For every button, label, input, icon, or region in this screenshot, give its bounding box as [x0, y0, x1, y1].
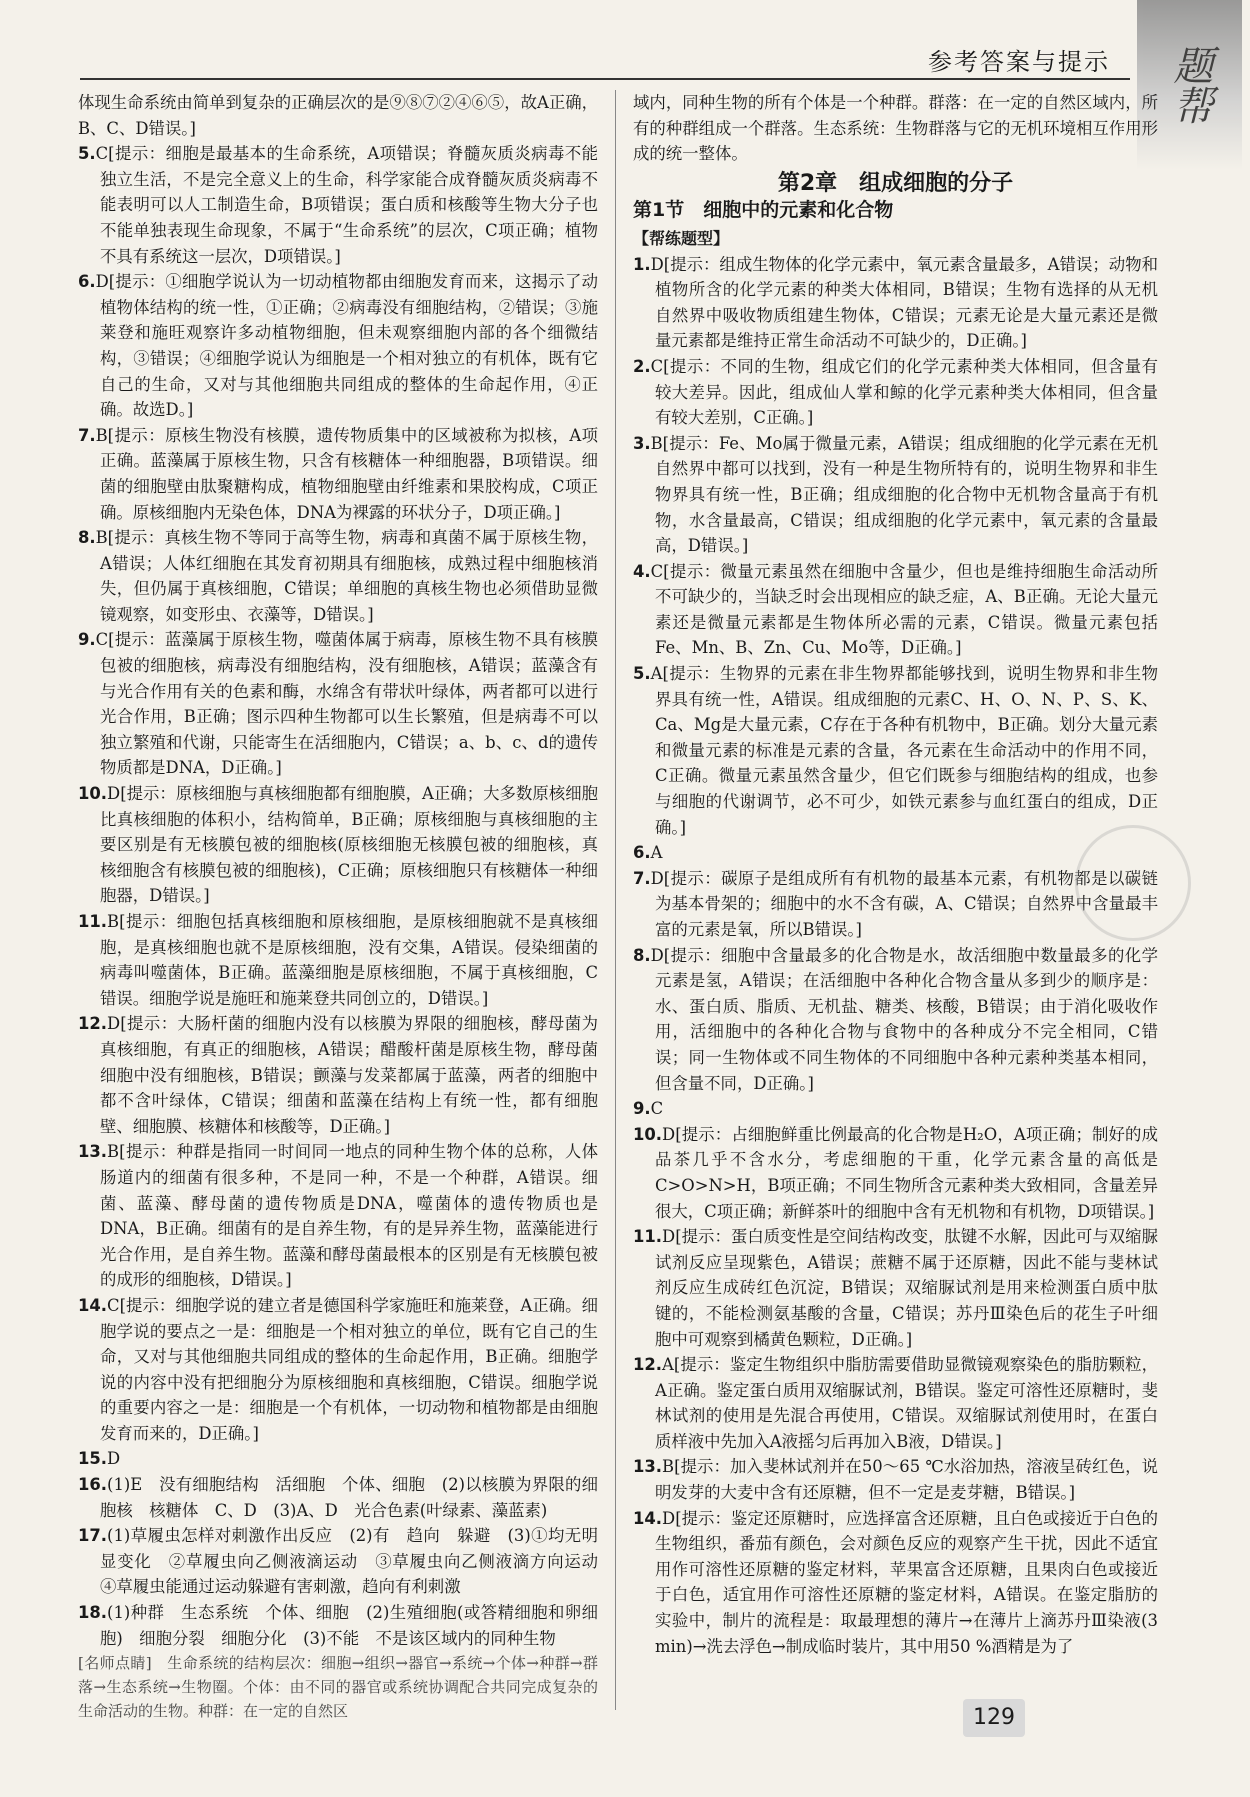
- answer-number: 6.: [78, 272, 96, 292]
- answer-item: [78, 141, 598, 269]
- answer-text: B[提示：真核生物不等同于高等生物，病毒和真菌不属于原核生物，A错误；人体红细胞在其发育初期具有细胞核，成熟过程中细胞核消失，但仍属于真核细胞，C错误；单细胞的真核生物也必须借助显微镜观察，如变形虫、衣藻等，D错误。]: [95, 528, 598, 624]
- answer-item: [78, 909, 598, 1011]
- answer-text: A[提示：鉴定生物组织中脂肪需要借助显微镜观察染色的脂肪颗粒，A正确。鉴定蛋白质用双缩脲试剂，B错误。鉴定可溶性还原糖时，斐林试剂的使用是先混合再使用，C错误。双缩脲试剂使用时，在蛋白质样液中先加入A液摇匀后再加入B液，D错误。]: [655, 1355, 1158, 1451]
- chapter-title: 第2章 组成细胞的分子: [777, 170, 1014, 196]
- answer-item: [78, 1523, 615, 1600]
- answer-number: 14.: [633, 1508, 663, 1528]
- answer-item: [633, 354, 1158, 431]
- answer-item: [78, 1446, 598, 1472]
- answer-number: 8.: [78, 528, 96, 548]
- answer-text: D[提示：蛋白质变性是空间结构改变，肽键不水解，因此可与双缩脲试剂反应呈现紫色，A错误；蔗糖不属于还原糖，因此不能与斐林试剂反应生成砖红色沉淀，B错误；双缩脲试剂是用来检测蛋白质中肽键的，不能检测氨基酸的含量，C错误；苏丹Ⅲ染色后的花生子叶细胞中可观察到橘黄色颗粒，D正确。]: [655, 1227, 1158, 1349]
- answer-text: C: [650, 1099, 664, 1119]
- answer-number: 7.: [78, 425, 96, 445]
- answer-number: 18.: [78, 1603, 108, 1623]
- answer-item: [633, 1506, 1158, 1660]
- answer-item: [78, 1139, 598, 1293]
- answer-number: 5.: [633, 664, 651, 684]
- tip-note: [名师点睛] 生命系统的结构层次：细胞→组织→器官→系统→个体→种群→群落→生态系统→生物圈。个体：由不同的器官或系统协调配合共同完成复杂的生命活动的生物。种群：在一定的自然区: [78, 1654, 598, 1721]
- answer-item: [633, 1454, 1158, 1505]
- answer-text: D[提示：大肠杆菌的细胞内没有以核膜为界限的细胞核，酵母菌为真核细胞，有真正的细胞核，A错误；醋酸杆菌是原核生物，酵母菌细胞中没有细胞核，B错误；颤藻与发菜都属于蓝藻，两者的细胞中都不含叶绿体，C错误；细菌和蓝藻在结构上有统一性，都有细胞壁、细胞膜、核糖体和核酸等，D正确。]: [100, 1014, 598, 1136]
- answer-number: 13.: [78, 1142, 108, 1162]
- answer-number: 7.: [633, 868, 651, 888]
- column-divider: [615, 90, 616, 1710]
- answer-text: B[提示：Fe、Mo属于微量元素，A错误；组成细胞的化学元素在无机自然界中都可以找到，没有一种是生物所特有的，说明生物界和非生物界具有统一性，B正确；组成细胞的化合物中无机物含量高于有机物，水含量最高，C错误；组成细胞的化学元素中，氧元素的含量最高，D错误。]: [650, 433, 1158, 556]
- answer-item: [633, 1122, 1158, 1224]
- answer-text: B[提示：种群是指同一时间同一地点的同种生物个体的总称，人体肠道内的细菌有很多种，不是同一种，不是一个种群，A错误。细菌、蓝藻、酵母菌的遗传物质是DNA，噬菌体的遗传物质也是DNA，B正确。细菌有的是自养生物，有的是异养生物，蓝藻能进行光合作用，是自养生物。蓝藻和酵母菌最根本的区别是有无核膜包被的成形的细胞核，D错误。]: [100, 1142, 598, 1290]
- answer-text: B[提示：原核生物没有核膜，遗传物质集中的区域被称为拟核，A项正确。蓝藻属于原核生物，只含有核糖体一种细胞器，B项错误。细菌的细胞壁由肽聚糖构成，植物细胞壁由纤维素和果胶构成，C项正确。原核细胞内无染色体，DNA为裸露的环状分子，D项正确。]: [95, 425, 598, 522]
- section-title: 第1节 细胞中的元素和化合物: [633, 199, 894, 222]
- answer-text: B[提示：加入斐林试剂并在50～65 ℃水浴加热，溶液呈砖红色，说明发芽的大麦中含有还原糖，但不一定是麦芽糖，B错误。]: [655, 1457, 1158, 1503]
- answer-text: (1)草履虫怎样对刺激作出反应 (2)有 趋向 躲避 (3)①均无明显变化 ②草履虫向乙侧液滴运动 ③草履虫向乙侧液滴方向运动 ④草履虫能通过运动躲避有害刺激，趋向有利刺激: [100, 1526, 615, 1597]
- answer-number: 13.: [633, 1457, 663, 1477]
- answer-item: [633, 1096, 1158, 1122]
- answer-text: D[提示：①细胞学说认为一切动植物都由细胞发育而来，这揭示了动植物体结构的统一性，①正确；②病毒没有细胞结构，②错误；③施莱登和施旺观察许多动植物细胞，但未观察细胞内部的各个细微结构，③错误；④细胞学说认为细胞是一个相对独立的有机体，既有它自己的生命，又对与其他细胞共同组成的整体的生命起作用，④正确。故选D。]: [95, 272, 598, 420]
- answer-number: 12.: [633, 1355, 663, 1375]
- answer-item: [78, 423, 598, 525]
- answer-number: 9.: [78, 630, 96, 650]
- answer-number: 1.: [633, 254, 651, 274]
- answer-text: C[提示：不同的生物，组成它们的化学元素种类大体相同，但含量有较大差异。因此，组成仙人掌和鲸的化学元素种类大体相同，但含量有较大差别，C正确。]: [650, 356, 1158, 428]
- answer-item: [633, 252, 1158, 354]
- answer-number: 16.: [78, 1475, 108, 1495]
- answer-number: 10.: [78, 784, 108, 804]
- practice-tag: 【帮练题型】: [633, 228, 730, 248]
- page-header: [0, 30, 1250, 75]
- answer-text: D[提示：鉴定还原糖时，应选择富含还原糖，且白色或接近于白色的生物组织，番茄有颜色，会对颜色反应的观察产生干扰，因此不适宜用作可溶性还原糖的鉴定材料，苹果富含还原糖，且果肉白色或接近于白色，适宜用作可溶性还原糖的鉴定材料，A错误。在鉴定脂肪的实验中，制片的流程是：取最理想的薄片→在薄片上滴苏丹Ⅲ染液(3 min)→洗去浮色→制成临时装片，其中用50 %酒精是为了: [655, 1508, 1158, 1656]
- answer-number: 2.: [633, 356, 651, 376]
- answer-item: [633, 943, 1158, 1097]
- answer-item: [78, 1472, 598, 1523]
- answer-number: 8.: [633, 945, 651, 965]
- answer-item: [633, 559, 1158, 661]
- answer-text: D[提示：细胞中含量最多的化合物是水，故活细胞中数量最多的化学元素是氢，A错误；在活细胞中各种化合物含量从多到少的顺序是：水、蛋白质、脂质、无机盐、糖类、核酸，B错误；由于消化吸收作用，活细胞中的各种化合物与食物中的各种成分不完全相同，C错误；同一生物体或不同生物体的不同细胞中各种元素种类基本相同，但含量不同，D正确。]: [650, 945, 1158, 1093]
- answer-item: [78, 269, 598, 423]
- answer-item: [78, 627, 598, 781]
- continued-text: 体现生命系统由简单到复杂的正确层次的是⑨⑧⑦②④⑥⑤，故A正确，B、C、D错误。]: [78, 93, 598, 138]
- answer-number: 11.: [633, 1227, 663, 1247]
- answer-number: 17.: [78, 1526, 108, 1546]
- answer-number: 14.: [78, 1295, 108, 1315]
- answer-text: D: [107, 1449, 121, 1469]
- header-title: 参考答案与提示: [928, 48, 1110, 76]
- answer-number: 15.: [78, 1449, 108, 1469]
- answer-number: 12.: [78, 1014, 108, 1034]
- answer-text: A[提示：生物界的元素在非生物界都能够找到，说明生物界和非生物界具有统一性，A错误。组成细胞的元素C、H、O、N、P、S、K、Ca、Mg是大量元素，C存在于各种有机物中，B正确。划分大量元素和微量元素的标准是元素的含量，各元素在生命活动中的作用不同，C正确。微量元素虽然含量少，但它们既参与细胞结构的组成，也参与细胞的代谢调节，必不可少，如铁元素参与血红蛋白的组成，D正确。]: [650, 664, 1158, 837]
- answer-number: 3.: [633, 433, 651, 453]
- answer-text: D[提示：组成生物体的化学元素中，氧元素含量最多，A错误；动物和植物所含的化学元素的种类大体相同，B错误；生物有选择的从无机自然界中吸收物质组建生物体，C错误；元素无论是大量元素还是微量元素都是维持正常生命活动不可缺少的，D正确。]: [650, 254, 1158, 351]
- answer-item: [78, 1293, 598, 1447]
- answer-number: 6.: [633, 843, 651, 863]
- answer-item: [78, 1011, 598, 1139]
- answer-text: C[提示：蓝藻属于原核生物，噬菌体属于病毒，原核生物不具有核膜包被的细胞核，病毒没有细胞结构，没有细胞核，A错误；蓝藻含有与光合作用有关的色素和酶，水绵含有带状叶绿体，两者都可以进行光合作用，B正确；图示四种生物都可以生长繁殖，但是病毒不可以独立繁殖和代谢，只能寄生在活细胞内，C错误；a、b、c、d的遗传物质都是DNA，D正确。]: [95, 630, 598, 778]
- answer-text: (1)E 没有细胞结构 活细胞 个体、细胞 (2)以核膜为界限的细胞核 核糖体 C、D (3)A、D 光合色素(叶绿素、藻蓝素): [100, 1475, 598, 1520]
- answer-number: 9.: [633, 1099, 651, 1119]
- answer-text: C[提示：细胞学说的建立者是德国科学家施旺和施莱登，A正确。细胞学说的要点之一是：细胞是一个相对独立的单位，既有它自己的生命，又对与其他细胞共同组成的整体的生命起作用，B正确。细胞学说的内容中没有把细胞分为原核细胞和真核细胞，C错误。细胞学说的重要内容之一是：细胞是一个有机体，一切动物和植物都是由细胞发育而来的，D正确。]: [100, 1295, 598, 1443]
- answer-item: [633, 1224, 1158, 1352]
- answer-number: 4.: [633, 561, 651, 581]
- left-column: [78, 90, 615, 1723]
- answer-item: [633, 1352, 1158, 1454]
- watermark-stamp: [1075, 825, 1191, 941]
- answer-text: C[提示：微量元素虽然在细胞中含量少，但也是维持细胞生命活动所不可缺少的，当缺乏时会出现相应的缺乏症，A、B正确。无论大量元素还是微量元素都是生物体所必需的元素，C错误。微量元素包括Fe、Mn、B、Zn、Cu、Mo等，D正确。]: [650, 561, 1158, 658]
- answer-item: [78, 1600, 598, 1651]
- answer-text: (1)种群 生态系统 个体、细胞 (2)生殖细胞(或答精细胞和卵细胞) 细胞分裂 细胞分化 (3)不能 不是该区域内的同种生物: [100, 1603, 598, 1648]
- answer-number: 10.: [633, 1124, 663, 1144]
- answer-text: C[提示：细胞是最基本的生命系统，A项错误；脊髓灰质炎病毒不能独立生活，不是完全意义上的生命，科学家能合成脊髓灰质炎病毒不能表明可以人工制造生命，B项错误；蛋白质和核酸等生物大分子也不能单独表现生命现象，不属于“生命系统”的层次，C项正确；植物不具有系统这一层次，D项错误。]: [95, 144, 598, 266]
- answer-text: B[提示：细胞包括真核细胞和原核细胞，是原核细胞就不是真核细胞，是真核细胞也就不是原核细胞，没有交集，A错误。侵染细菌的病毒叫噬菌体，B正确。蓝藻细胞是原核细胞，不属于真核细胞，C错误。细胞学说是施旺和施莱登共同创立的，D错误。]: [100, 912, 598, 1008]
- answer-text: D[提示：占细胞鲜重比例最高的化合物是H₂O，A项正确；制好的成品茶几乎不含水分，考虑细胞的干重，化学元素含量的高低是C>O>N>H，B项正确；不同生物所含元素种类大致相同，含量差异很大，C项正确；新鲜茶叶的细胞中含有无机物和有机物，D项错误。]: [655, 1124, 1158, 1221]
- answer-item: [78, 781, 598, 909]
- answer-item: [633, 431, 1158, 559]
- brand-logo: 题帮: [1137, 0, 1242, 170]
- page-number: 129: [963, 1699, 1025, 1737]
- answer-text: D[提示：原核细胞与真核细胞都有细胞膜，A正确；大多数原核细胞比真核细胞的体积小，结构简单，B正确；原核细胞与真核细胞的主要区别是有无核膜包被的细胞核(原核细胞无核膜包被的细胞核，真核细胞含有核膜包被的细胞核)，C正确；原核细胞只有核糖体一种细胞器，D错误。]: [100, 784, 598, 906]
- answer-list: [633, 252, 1158, 1660]
- answer-item: [78, 525, 598, 627]
- answer-text: D[提示：碳原子是组成所有有机物的最基本元素，有机物都是以碳链为基本骨架的；细胞中的水不含有碳，A、C错误；自然界中含量最丰富的元素是氧，所以B错误。]: [650, 868, 1158, 939]
- continued-text: 域内，同种生物的所有个体是一个种群。群落：在一定的自然区域内，所有的种群组成一个群落。生态系统：生物群落与它的无机环境相互作用形成的统一整体。: [633, 93, 1158, 164]
- answer-number: 11.: [78, 912, 108, 931]
- answer-text: A: [650, 843, 663, 863]
- header-rule: [80, 78, 1130, 80]
- answer-number: 5.: [78, 144, 96, 164]
- answer-item: [633, 661, 1158, 840]
